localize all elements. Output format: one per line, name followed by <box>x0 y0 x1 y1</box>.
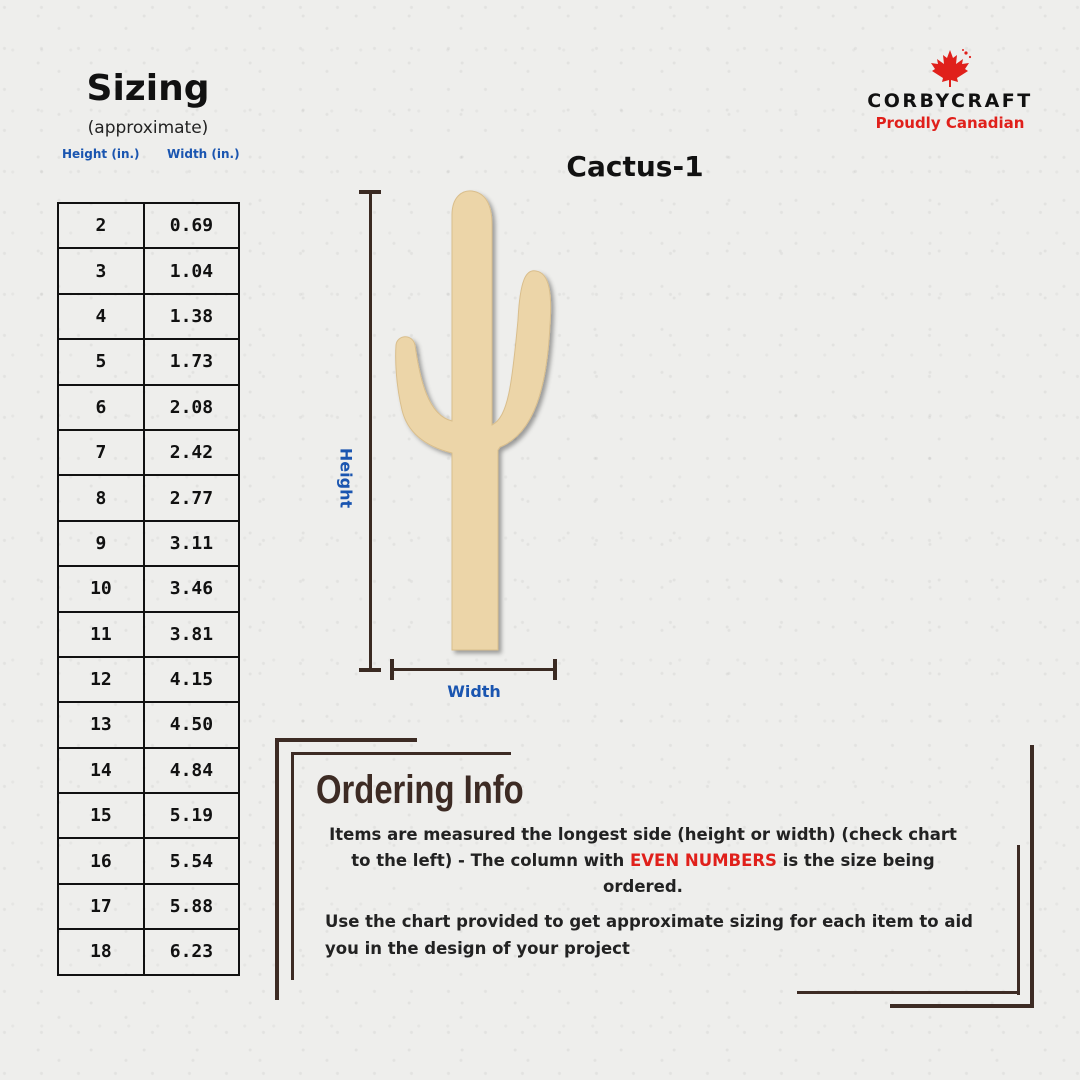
frame-line <box>275 738 279 1000</box>
frame-line <box>1030 745 1034 1007</box>
size-row <box>58 793 239 838</box>
width-label: Width <box>447 682 501 701</box>
frame-line <box>275 738 417 742</box>
height-cell: 6 <box>58 385 144 430</box>
width-cell: 1.04 <box>144 248 239 293</box>
width-cell: 6.23 <box>144 929 239 974</box>
width-cell: 3.81 <box>144 612 239 657</box>
ordering-info-title: Ordering Info <box>316 768 524 812</box>
height-cell: 11 <box>58 612 144 657</box>
height-cell: 14 <box>58 748 144 793</box>
height-cell: 18 <box>58 929 144 974</box>
ordering-info-paragraph-1 <box>318 822 968 900</box>
frame-line <box>291 752 511 755</box>
height-cell: 5 <box>58 339 144 384</box>
column-header-width: Width (in.) <box>167 147 240 161</box>
sizing-title: Sizing <box>86 68 210 109</box>
maple-leaf-icon <box>926 48 974 88</box>
height-cell: 15 <box>58 793 144 838</box>
size-row <box>58 339 239 384</box>
size-row <box>58 657 239 702</box>
width-cell: 3.46 <box>144 566 239 611</box>
width-cell: 4.50 <box>144 702 239 747</box>
frame-line <box>1017 845 1020 995</box>
width-cell: 1.38 <box>144 294 239 339</box>
ordering-info-paragraph-2: Use the chart provided to get approximate sizing for each item to aid you in the design of your project <box>325 912 973 958</box>
height-cell: 10 <box>58 566 144 611</box>
size-row <box>58 884 239 929</box>
height-cell: 8 <box>58 475 144 520</box>
width-dimension-line <box>392 668 556 671</box>
brand-tagline: Proudly Canadian <box>875 114 1025 132</box>
width-cell: 5.54 <box>144 838 239 883</box>
frame-line <box>797 991 1020 994</box>
height-cell: 12 <box>58 657 144 702</box>
width-dimension-cap-left <box>390 659 394 680</box>
height-dimension-cap-bottom <box>359 668 381 672</box>
width-cell: 2.08 <box>144 385 239 430</box>
height-cell: 7 <box>58 430 144 475</box>
width-cell: 3.11 <box>144 521 239 566</box>
width-cell: 4.84 <box>144 748 239 793</box>
width-cell: 0.69 <box>144 203 239 248</box>
width-cell: 1.73 <box>144 339 239 384</box>
height-cell: 3 <box>58 248 144 293</box>
width-cell: 5.88 <box>144 884 239 929</box>
height-cell: 4 <box>58 294 144 339</box>
brand-name: CORBYCRAFT <box>867 90 1033 112</box>
ordering-text: Items are measured the longest side (height or width) (check chart to the left) - The column with <box>329 825 957 870</box>
size-table <box>57 202 240 976</box>
size-row <box>58 838 239 883</box>
height-label: Height <box>336 447 356 509</box>
size-row <box>58 929 239 974</box>
height-cell: 2 <box>58 203 144 248</box>
size-row <box>58 521 239 566</box>
size-row <box>58 294 239 339</box>
size-row <box>58 748 239 793</box>
height-cell: 9 <box>58 521 144 566</box>
size-row <box>58 248 239 293</box>
size-row <box>58 702 239 747</box>
size-row <box>58 203 239 248</box>
height-cell: 16 <box>58 838 144 883</box>
product-title: Cactus-1 <box>566 150 704 183</box>
width-cell: 5.19 <box>144 793 239 838</box>
size-row <box>58 612 239 657</box>
frame-line <box>890 1004 1034 1008</box>
width-cell: 2.42 <box>144 430 239 475</box>
height-dimension-cap-top <box>359 190 381 194</box>
frame-line <box>291 752 294 980</box>
sizing-subtitle: (approximate) <box>87 118 209 138</box>
size-row <box>58 475 239 520</box>
width-cell: 2.77 <box>144 475 239 520</box>
size-row <box>58 566 239 611</box>
brand-logo <box>855 48 1045 132</box>
size-row <box>58 385 239 430</box>
even-numbers-highlight: EVEN NUMBERS <box>630 851 777 870</box>
ordering-text: is the size being ordered. <box>603 851 935 896</box>
cactus-shape-image <box>380 185 570 660</box>
height-cell: 13 <box>58 702 144 747</box>
width-dimension-cap-right <box>553 659 557 680</box>
size-row <box>58 430 239 475</box>
height-dimension-line <box>369 192 372 672</box>
width-cell: 4.15 <box>144 657 239 702</box>
column-header-height: Height (in.) <box>62 147 140 161</box>
size-table-body <box>58 203 239 975</box>
height-cell: 17 <box>58 884 144 929</box>
